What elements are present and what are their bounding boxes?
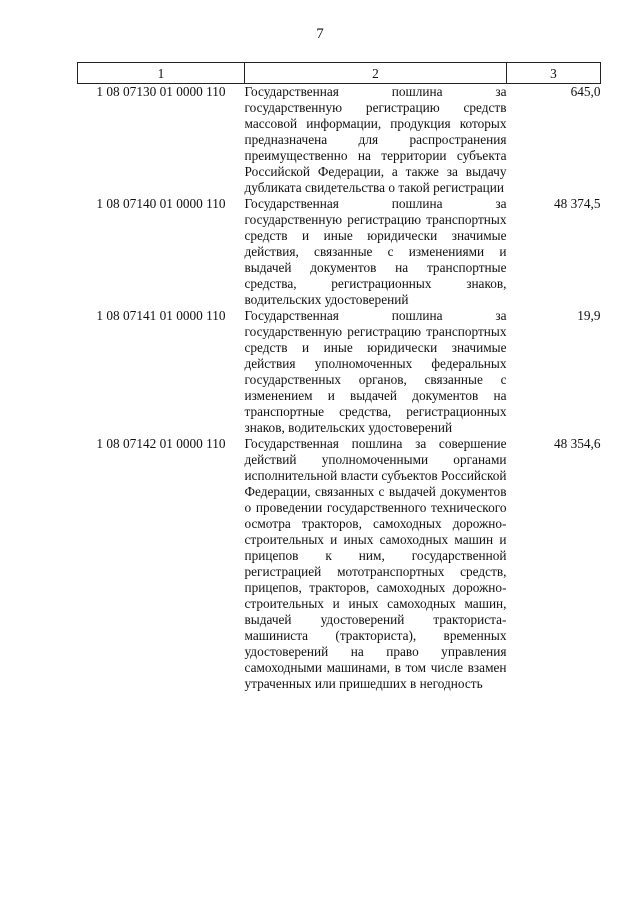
amount-value: 645,0 [570,84,601,99]
amount-value: 48 374,5 [553,196,601,211]
revenue-description: Государственная пошлина за государственную регистрацию транспортных средств и иные юридически значимые действия, связанные с изменениями и выдачей документов на транспортные средства, регистрационных знаков, водительских удостоверений [244,196,507,307]
budget-code: 1 08 07142 01 0000 110 [96,436,226,451]
amount-value: 19,9 [577,308,601,323]
budget-code: 1 08 07141 01 0000 110 [96,308,226,323]
revenue-description: Государственная пошлина за государственную регистрацию транспортных средств и иные юридически значимые действия уполномоченных федеральных государственных органов, связанные с изменением и выдачей документов на транспортные средства, регистрационных знаков, водительских удостоверений [244,308,507,435]
page-number: 7 [316,26,324,42]
column-header-code: 1 [78,63,245,84]
revenue-description: Государственная пошлина за государственную регистрацию средств массовой информации, продукция которых предназначена для распространения преимущественно на территории субъекта Российской Федерации, а также за выдачу дубликата свидетельства о такой регистрации [244,84,507,195]
table-row [78,436,601,692]
revenue-table [77,62,601,692]
table-row [78,84,601,197]
column-header-amount: 3 [507,63,601,84]
revenue-description: Государственная пошлина за совершение действий уполномоченными органами исполнительной власти субъектов Российской Федерации, связанных с выдачей документов о проведении государственного технического осмотра тракторов, самоходных дорожно-строительных и иных самоходных машин и прицепов к ним, государственной регистрацией мототранспортных средств, прицепов, тракторов, самоходных дорожно-строительных и иных самоходных машин, выдачей удостоверений тракториста-машиниста (тракториста), временных удостоверений на право управления самоходными машинами, в том числе взамен утраченных или пришедших в негодность [244,436,507,691]
table-row [78,308,601,436]
amount-value: 48 354,6 [553,436,601,451]
budget-code: 1 08 07140 01 0000 110 [96,196,226,211]
budget-code: 1 08 07130 01 0000 110 [96,84,226,99]
column-header-description: 2 [245,63,507,84]
table-header-row [78,63,601,84]
table-row [78,196,601,308]
